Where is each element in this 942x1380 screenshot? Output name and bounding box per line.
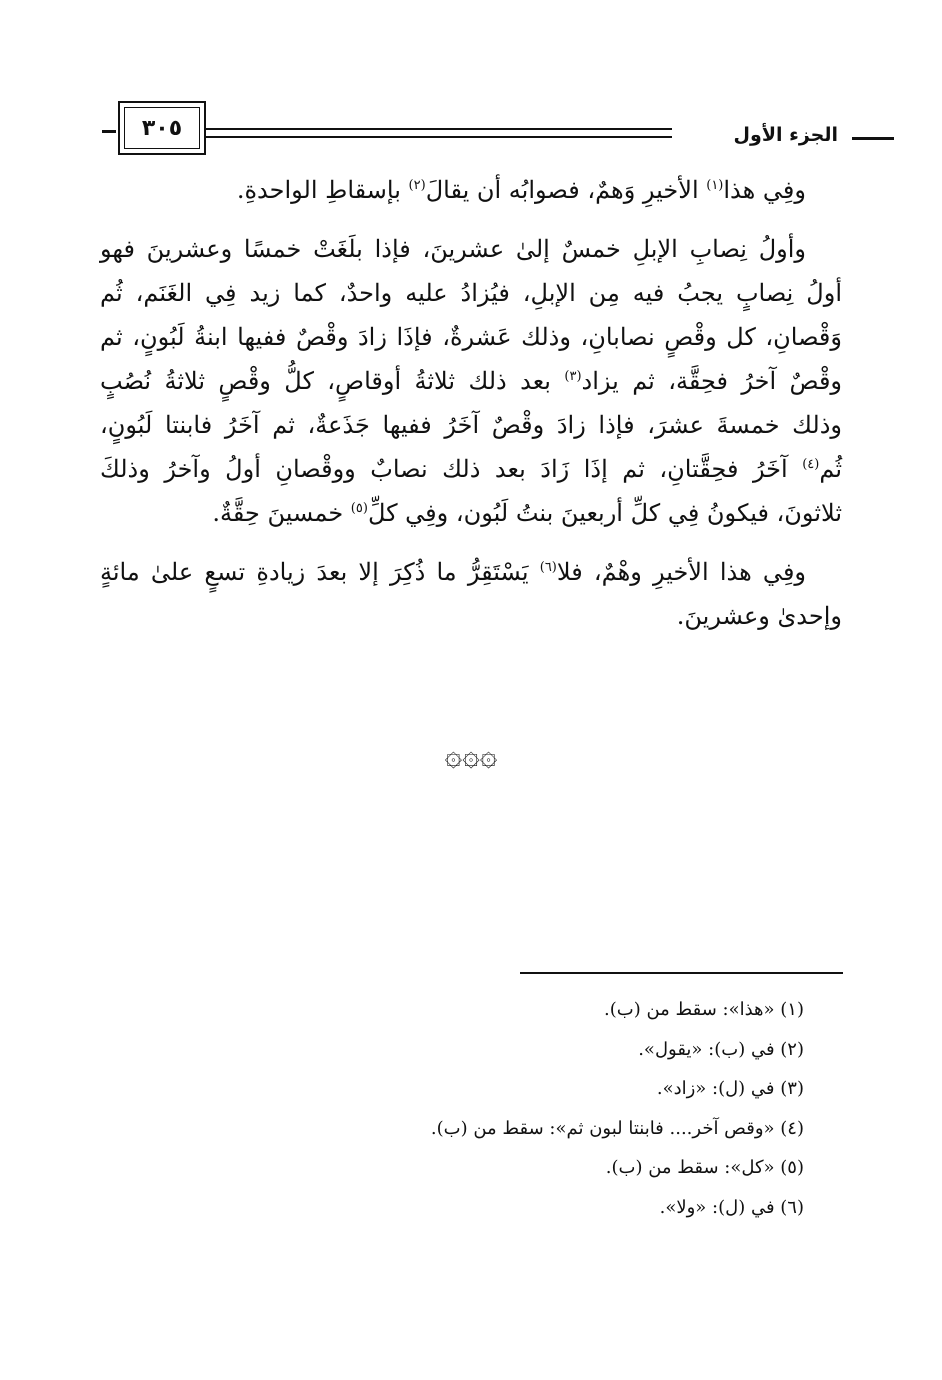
paragraph-3 <box>100 550 842 638</box>
text-segment: ثلاثونَ، فيكونُ فِي كلِّ أربعينَ بنتُ لَبُون، وفِي كلِّ <box>367 499 842 527</box>
footnote-4: (٤) «وقص آخر.... فابنتا لبون ثم»: سقط من (ب). <box>430 1117 804 1139</box>
text-segment: الأخيرِ وَهمٌ، فصوابُه أن يقالَ <box>425 176 707 204</box>
text-line <box>100 491 842 535</box>
footnote-ref-2: (٢) <box>408 178 426 193</box>
paragraph-2 <box>100 227 842 535</box>
header-rule <box>206 128 672 138</box>
text-segment: يَسْتَقِرُّ ما ذُكِرَ إلا بعدَ زيادةِ تسعٍ علىٰ مائةٍ <box>100 558 540 586</box>
text-segment: ثُم <box>819 455 842 483</box>
footnote-6: (٦) في (ل): «ولا». <box>659 1196 804 1218</box>
part-title: الجزء الأول <box>733 124 838 146</box>
footnote-rule <box>520 972 843 974</box>
footnote-3: (٣) في (ل): «زاد». <box>656 1078 804 1099</box>
footnote-ref-5: (٥) <box>350 501 368 516</box>
footnote-ref-1: (١) <box>706 178 724 193</box>
header-dash-left <box>102 130 116 133</box>
text-line: وأولُ نِصابِ الإبلِ خمسٌ إلىٰ عشرينَ، فإذا بلَغَتْ خمسًا وعشرينَ فهو <box>100 235 806 263</box>
text-segment: آخَرُ فحِقَّتانِ، ثم إذَا زَادَ بعد ذلك نصابٌ ووقْصانِ أولُ وآخرُ وذلكَ <box>100 455 803 483</box>
footnote-ref-4: (٤) <box>802 457 820 472</box>
text-line: وذلك خمسةَ عشرَ، فإذا زادَ وقْصٌ آخَرُ ففيها جَذَعةٌ، ثم آخَرُ فابنتا لَبُونٍ، <box>100 411 842 439</box>
paragraph-gap <box>100 212 842 227</box>
text-line: وإحدىٰ وعشرينَ. <box>676 602 842 630</box>
text-line <box>100 447 842 491</box>
footnotes <box>431 990 804 1227</box>
text-segment: بعد ذلك ثلاثةُ أوقاصٍ، كلُّ وقْصٍ ثلاثةُ نُصُبٍ <box>100 367 565 395</box>
header-dash-right <box>852 137 894 140</box>
footnote-1: (١) «هذا»: سقط من (ب). <box>604 999 804 1020</box>
text-segment: وفِي هذا <box>723 176 806 204</box>
text-line <box>100 550 842 594</box>
text-segment: وقْصٌ آخرُ فحِقَّة، ثم يزاد <box>581 367 843 395</box>
page-number-frame <box>118 101 206 155</box>
text-segment: بإسقاطِ الواحدةِ. <box>236 176 409 204</box>
eight-point-star-icon: ۞۞۞ <box>444 738 498 773</box>
paragraph-1 <box>100 168 842 212</box>
text-line <box>100 359 842 403</box>
footnote-2: (٢) في (ب): «يقول». <box>638 1038 804 1060</box>
text-line: أولُ نِصابٍ يجبُ فيه مِن الإبلِ، فيُزادُ عليه واحدٌ، كما زيد فِي الغَنَم، ثُم <box>100 279 842 307</box>
footnote-ref-6: (٦) <box>539 560 557 575</box>
main-text <box>100 168 842 638</box>
paragraph-gap <box>100 535 842 550</box>
text-segment: وفِي هذا الأخيرِ وهْمٌ، فلا <box>556 558 806 586</box>
text-line: وَقْصانِ، كل وقْصٍ نصابانِ، وذلك عَشرةٌ، فإذَا زادَ وقْصٌ ففيها ابنةُ لَبُونٍ، ثم <box>100 323 842 351</box>
page-number: ٣٠٥ <box>124 107 200 149</box>
text-segment: خمسينَ حِقَّةٌ. <box>212 499 351 527</box>
footnote-5: (٥) «كل»: سقط من (ب). <box>605 1157 804 1178</box>
footnote-ref-3: (٣) <box>564 369 582 384</box>
